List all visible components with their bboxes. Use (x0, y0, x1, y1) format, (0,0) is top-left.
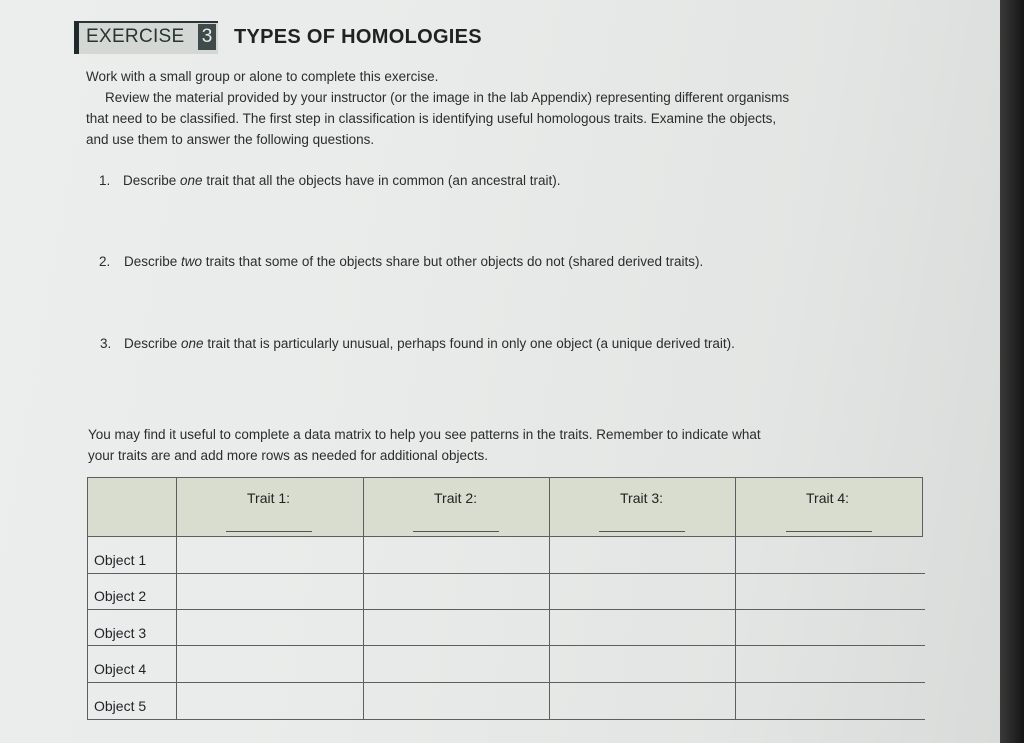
question-1-number: 1. (99, 173, 111, 188)
matrix-row-divider (87, 573, 925, 574)
object-1-label: Object 1 (94, 552, 147, 568)
data-matrix (87, 477, 925, 720)
intro-line-1: Work with a small group or alone to complete this exercise. (86, 69, 439, 84)
trait-3-header: Trait 3: (620, 490, 664, 506)
trait-1-header: Trait 1: (247, 490, 291, 506)
question-3-number: 3. (100, 336, 112, 351)
matrix-col-divider (549, 477, 550, 720)
matrix-row-divider (87, 609, 925, 610)
page-title: TYPES OF HOMOLOGIES (234, 26, 482, 48)
question-1-text: Describe one trait that all the objects have in common (an ancestral trait). (123, 173, 561, 188)
exercise-number: 3 (198, 24, 216, 50)
matrix-col-divider (363, 477, 364, 720)
matrix-col-divider (735, 477, 736, 720)
object-4-label: Object 4 (94, 661, 147, 677)
matrix-intro-line-1: You may find it useful to complete a data matrix to help you see patterns in the traits. Remember to indicate what (88, 427, 761, 442)
trait-2-header: Trait 2: (434, 490, 478, 506)
question-2-number: 2. (99, 254, 111, 269)
exercise-label: EXERCISE (86, 26, 185, 47)
question-3-text: Describe one trait that is particularly unusual, perhaps found in only one object (a unique derived trait). (124, 336, 735, 351)
intro-line-2: Review the material provided by your instructor (or the image in the lab Appendix) representing different organisms (105, 90, 790, 105)
trait-4-blank-line (786, 531, 872, 532)
page-edge-shadow (1000, 0, 1024, 743)
matrix-border-right (922, 477, 923, 536)
object-3-label: Object 3 (94, 625, 147, 641)
object-2-label: Object 2 (94, 588, 147, 604)
trait-1-blank-line (226, 531, 312, 532)
matrix-col-divider (176, 477, 177, 720)
intro-line-4: and use them to answer the following questions. (86, 132, 375, 147)
matrix-row-divider (87, 536, 923, 537)
trait-2-blank-line (413, 531, 499, 532)
matrix-intro-line-2: your traits are and add more rows as needed for additional objects. (88, 448, 488, 463)
object-5-label: Object 5 (94, 698, 147, 714)
question-2-text: Describe two traits that some of the objects share but other objects do not (shared derived traits). (124, 254, 704, 269)
matrix-header-row (87, 477, 922, 536)
trait-3-blank-line (599, 531, 685, 532)
intro-line-3: that need to be classified. The first step in classification is identifying useful homologous traits. Examine the objects, (86, 111, 777, 126)
trait-4-header: Trait 4: (806, 490, 850, 506)
matrix-border-top (87, 477, 923, 478)
matrix-row-divider (87, 645, 925, 646)
matrix-row-divider (87, 682, 925, 683)
matrix-border-bottom (87, 719, 925, 720)
matrix-border-left (87, 477, 88, 720)
